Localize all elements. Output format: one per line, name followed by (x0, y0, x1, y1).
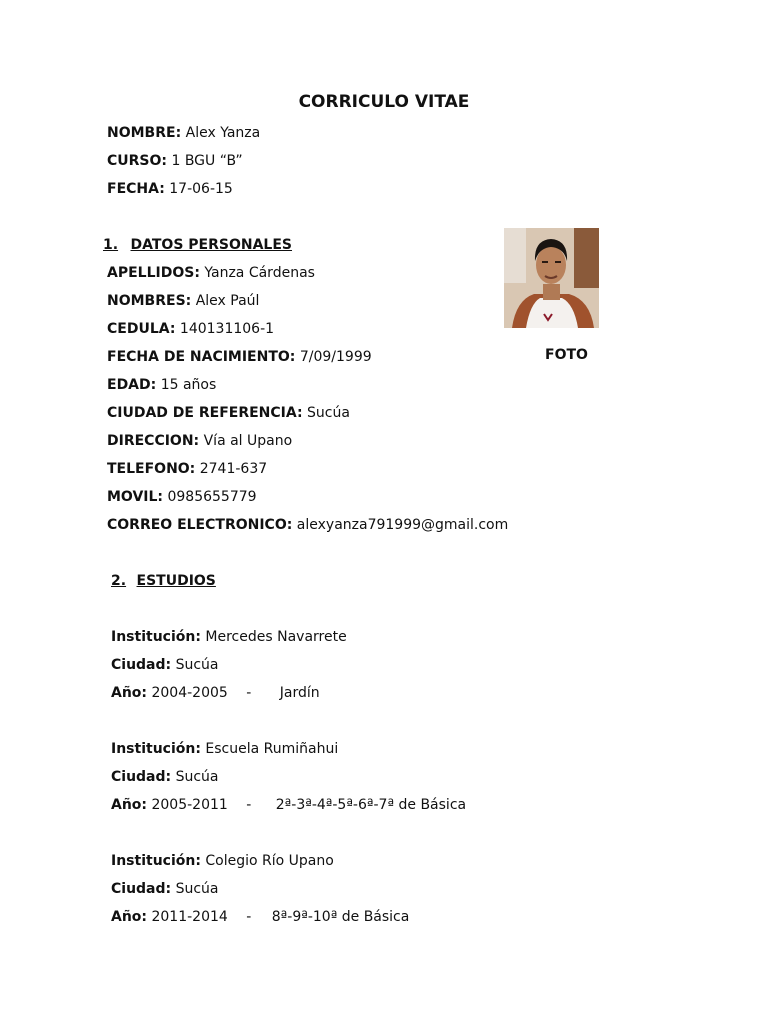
year-label: Año: (111, 685, 148, 701)
field-value: Yanza Cárdenas (204, 265, 315, 281)
section-personal-number: 1. (103, 237, 119, 253)
field-cedula (107, 320, 274, 338)
person-photo-icon (504, 228, 599, 328)
field-value: 7/09/1999 (299, 349, 372, 365)
study-city (111, 880, 219, 898)
institution-value: Colegio Río Upano (205, 853, 334, 869)
institution-label: Institución: (111, 741, 201, 757)
institution-value: Escuela Rumiñahui (205, 741, 339, 757)
year-value: 2004-2005 (151, 685, 228, 701)
institution-value: Mercedes Navarrete (205, 629, 347, 645)
year-label: Año: (111, 909, 148, 925)
field-correo (107, 516, 508, 534)
city-value: Sucúa (175, 881, 219, 897)
study-year (111, 908, 409, 926)
study-year (111, 796, 466, 814)
level-value: 8ª-9ª-10ª de Básica (271, 909, 410, 925)
course-value: 1 BGU “B” (171, 153, 243, 169)
name-label: NOMBRE: (107, 125, 182, 141)
city-label: Ciudad: (111, 657, 172, 673)
field-label: CIUDAD DE REFERENCIA: (107, 405, 303, 421)
field-apellidos (107, 264, 315, 282)
name-row (107, 124, 260, 142)
field-fecha-nacimiento (107, 348, 372, 366)
field-label: CEDULA: (107, 321, 176, 337)
study-city (111, 656, 219, 674)
date-label: FECHA: (107, 181, 165, 197)
study-year (111, 684, 320, 702)
field-movil (107, 488, 257, 506)
field-label: DIRECCION: (107, 433, 200, 449)
year-value: 2005-2011 (151, 797, 228, 813)
field-nombres (107, 292, 259, 310)
city-label: Ciudad: (111, 769, 172, 785)
profile-photo (504, 228, 599, 328)
field-label: APELLIDOS: (107, 265, 200, 281)
field-telefono (107, 460, 267, 478)
field-value: 140131106-1 (179, 321, 275, 337)
field-label: CORREO ELECTRONICO: (107, 517, 293, 533)
field-value: 15 años (160, 377, 217, 393)
field-value: alexyanza791999@gmail.com (296, 517, 509, 533)
field-label: NOMBRES: (107, 293, 192, 309)
level-value: 2ª-3ª-4ª-5ª-6ª-7ª de Básica (275, 797, 467, 813)
institution-label: Institución: (111, 853, 201, 869)
field-label: TELEFONO: (107, 461, 196, 477)
section-personal-heading (103, 236, 292, 254)
photo-label: FOTO (545, 347, 588, 363)
field-value: Sucúa (307, 405, 350, 421)
field-direccion (107, 432, 292, 450)
date-row (107, 180, 233, 198)
year-separator: - (246, 685, 252, 701)
year-separator: - (246, 909, 252, 925)
field-ciudad (107, 404, 350, 422)
city-value: Sucúa (175, 657, 219, 673)
field-label: MOVIL: (107, 489, 164, 505)
study-institution (111, 628, 347, 646)
name-value: Alex Yanza (185, 125, 261, 141)
study-city (111, 768, 219, 786)
year-value: 2011-2014 (151, 909, 228, 925)
field-label: FECHA DE NACIMIENTO: (107, 349, 296, 365)
section-studies-number: 2. (111, 573, 127, 589)
page-title: CORRICULO VITAE (298, 92, 470, 112)
section-personal-title: DATOS PERSONALES (130, 237, 293, 253)
study-institution (111, 740, 338, 758)
level-value: Jardín (279, 685, 320, 701)
field-edad (107, 376, 216, 394)
year-separator: - (246, 797, 252, 813)
field-label: EDAD: (107, 377, 157, 393)
section-studies-title: ESTUDIOS (136, 573, 216, 589)
study-institution (111, 852, 334, 870)
course-row (107, 152, 243, 170)
section-studies-heading (111, 572, 216, 590)
institution-label: Institución: (111, 629, 201, 645)
city-label: Ciudad: (111, 881, 172, 897)
city-value: Sucúa (175, 769, 219, 785)
date-value: 17-06-15 (169, 181, 233, 197)
field-value: 0985655779 (167, 489, 257, 505)
field-value: Vía al Upano (203, 433, 293, 449)
year-label: Año: (111, 797, 148, 813)
field-value: Alex Paúl (195, 293, 260, 309)
field-value: 2741-637 (199, 461, 268, 477)
course-label: CURSO: (107, 153, 168, 169)
